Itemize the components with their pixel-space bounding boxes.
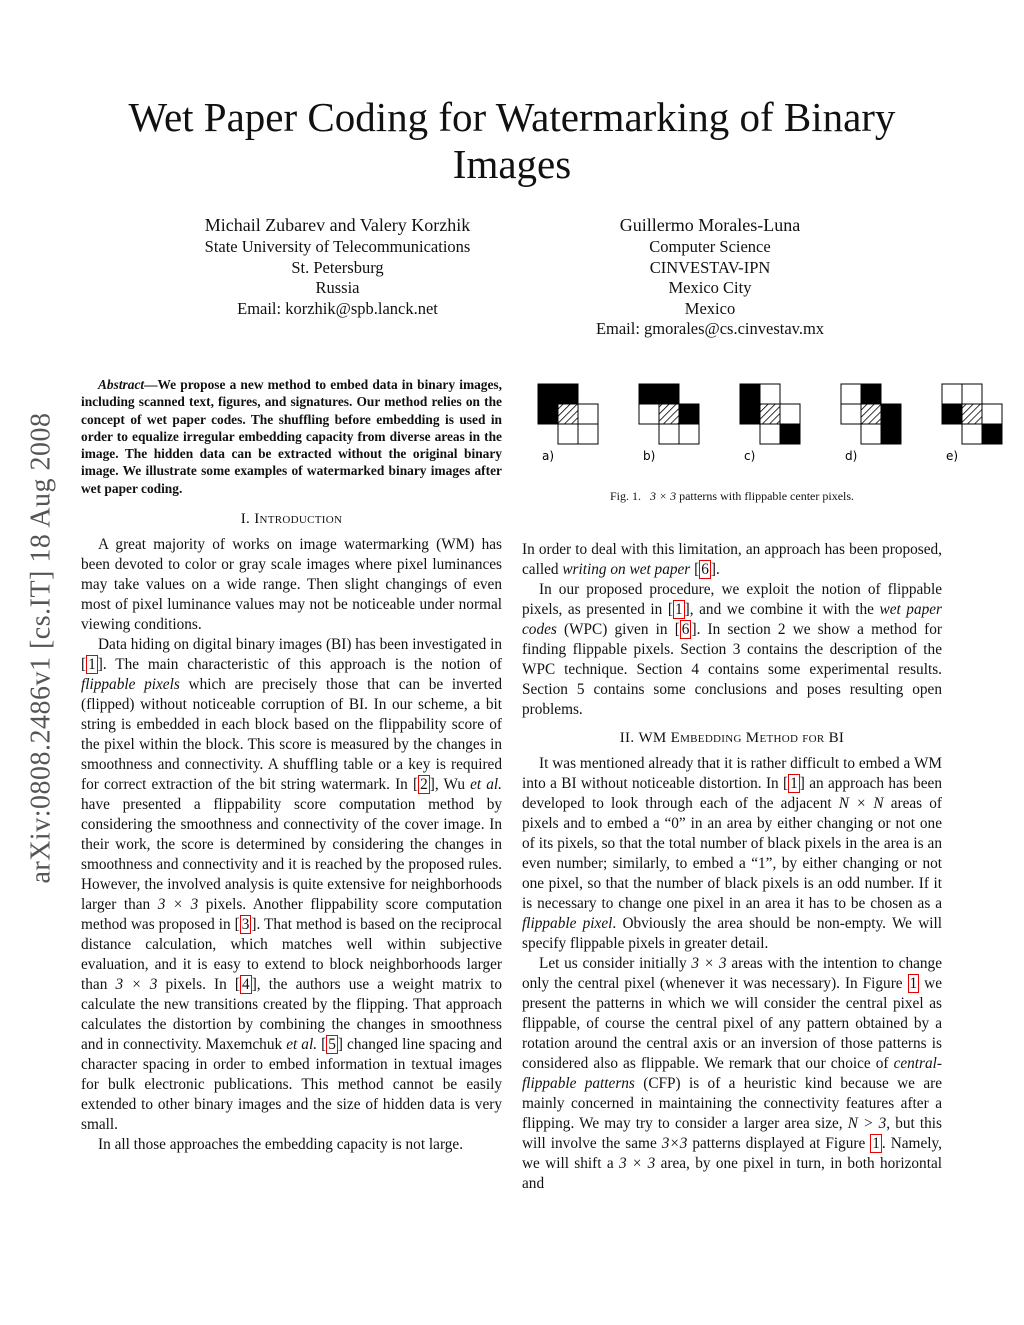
black-cell bbox=[538, 404, 558, 424]
left-column bbox=[81, 376, 502, 1155]
paragraph: In order to deal with this limitation, an approach has been proposed, called writing on wet paper [ 6 ]. bbox=[522, 541, 942, 578]
paragraph: It was mentioned already that it is rather difficult to embed a WM into a BI without noticeable distortion. In [ 1 ] an approach has been developed to look through each of the adjacent N × N areas of pixels and to embed a “0” in an area by either changing or not one of its pixels, so that the total number of black pixels in the area is an even number; similarly, to embed a “1”, by either changing or not one pixel, so that the number of black pixels is an odd number. If it is necessary to change one pixel in an area it has to be chosen as a flippable pixel. Obviously the area should be non-empty. We will specify flippable pixels in greater detail. bbox=[522, 755, 942, 952]
math-expression: 3 × 3 bbox=[115, 976, 158, 994]
paper-title: Wet Paper Coding for Watermarking of Binary Images bbox=[128, 94, 896, 187]
affiliation-line: Mexico bbox=[684, 298, 736, 318]
citation-link[interactable]: 4 bbox=[242, 976, 250, 994]
paragraph: In all those approaches the embedding capacity is not large. bbox=[98, 1136, 464, 1154]
white-cell bbox=[861, 424, 881, 444]
white-cell bbox=[982, 404, 1002, 424]
black-cell bbox=[558, 384, 578, 404]
paragraph: In our proposed procedure, we exploit the notion of flippable pixels, as presented in [ 1 ], and we combine it with the wet paper codes (WPC) given in [ 6 ]. In section 2 we show a method for finding flippable pixels. Section 3 contains the description of the WPC technique. Section 4 contains some experimental results. Section 5 contains some conclusions and poses resulting open problems. bbox=[522, 581, 942, 718]
citation-link[interactable]: 1 bbox=[790, 775, 798, 792]
caption-label: Fig. 1. bbox=[609, 489, 641, 503]
white-cell bbox=[639, 404, 659, 424]
white-cell bbox=[942, 384, 962, 404]
citation-link[interactable]: 1 bbox=[872, 1135, 880, 1152]
white-cell bbox=[760, 384, 780, 404]
panel-label: e) bbox=[946, 449, 959, 463]
black-cell bbox=[861, 384, 881, 404]
abstract-label: Abstract bbox=[98, 377, 145, 392]
white-cell bbox=[780, 404, 800, 424]
black-cell bbox=[538, 384, 558, 404]
black-cell bbox=[740, 384, 760, 404]
white-cell bbox=[841, 404, 861, 424]
paragraph: Data hiding on digital binary images (BI) has been investigated in [ 1 ]. The main characteristic of this approach is the notion of flippable pixels which are precisely those that can be inverted (flipped) without noticeable corruption of BI. In our scheme, a bit string is embedded in each block based on the flippability score of the pixel within the block. This score is measured by the changes in smoothness and connectivity. A shuffling table or a key is required for correct extraction of the bit string watermark. In [ 2 ], Wu et al. have presented a flippability score computation method by considering the smoothness and connectivity of the cover image. In their work, the score is determined by considering the changes in smoothness and connectivity and it is reached by the proposed rules. However, the involved analysis is quite extensive for neighborhoods larger than 3 × 3 pixels. Another flippability score computation method was proposed in [ 3 ]. That method is based on the reciprocal distance calculation, which matches well within subjective evaluation, and it is easy to extend to block neighborhoods larger than 3 × 3 pixels. In [ 4 ], the authors use a weight matrix to calculate the new transitions created by the flipping. That approach calculates the distortion by combining the changes in smoothness and in connectivity. Maxemchuk et al. [ 5 ] changed line spacing and character spacing in order to embed information in textual images for bulk electronic publications. This method cannot be easily extended to other binary images and the size of hidden data is very small. bbox=[81, 636, 503, 1134]
affiliation-line: State University of Telecommunications bbox=[204, 237, 471, 256]
panel-labels bbox=[542, 449, 958, 463]
citation-link[interactable]: 1 bbox=[674, 601, 683, 618]
affiliation-line: CINVESTAV-IPN bbox=[649, 257, 771, 277]
affiliation-line: Mexico City bbox=[668, 278, 752, 298]
author-name: Guillermo Morales-Luna bbox=[619, 215, 801, 235]
white-cell bbox=[578, 424, 598, 444]
white-cell bbox=[841, 384, 861, 404]
math-expression: 3 × 3 bbox=[691, 955, 727, 972]
section-number: II. bbox=[619, 730, 635, 746]
math-expression: 3 × 3 bbox=[649, 489, 677, 503]
flippable-center-cell bbox=[760, 404, 780, 424]
citation-link[interactable]: 1 bbox=[88, 656, 96, 674]
black-cell bbox=[881, 424, 901, 444]
author-block-2 bbox=[560, 213, 860, 340]
paragraph: A great majority of works on image watermarking (WM) has been devoted to color or gray scale images where pixel luminances may take values on a wide range. Then slight changings of even most of pixel luminance values may not be noticeable under normal viewing conditions. bbox=[81, 536, 502, 634]
black-cell bbox=[942, 404, 962, 424]
white-cell bbox=[962, 384, 982, 404]
flippable-center-cell bbox=[558, 404, 578, 424]
affiliation-line: Russia bbox=[315, 278, 360, 298]
white-cell bbox=[659, 424, 679, 444]
abstract bbox=[81, 376, 502, 497]
author-name: Michail Zubarev and Valery Korzhik bbox=[204, 215, 471, 235]
math-expression: 3×3 bbox=[661, 1135, 688, 1152]
flippable-center-cell bbox=[861, 404, 881, 424]
black-cell bbox=[740, 404, 760, 424]
arxiv-id-text: arXiv:0808.2486v1 [cs.IT] 18 Aug 2008 bbox=[26, 412, 58, 884]
citation-link[interactable]: 5 bbox=[328, 1036, 336, 1054]
caption-text: patterns with flippable center pixels. bbox=[679, 489, 855, 503]
section-1-heading bbox=[81, 509, 502, 529]
author-block-1 bbox=[170, 213, 505, 319]
math-expression: N > 3 bbox=[847, 1115, 887, 1132]
section-title: Introduction bbox=[254, 511, 343, 528]
section-title: WM Embedding Method for BI bbox=[638, 730, 845, 746]
math-expression: 3 × 3 bbox=[157, 896, 199, 914]
flippable-center-cell bbox=[659, 404, 679, 424]
flippable-center-cell bbox=[962, 404, 982, 424]
panel-label: a) bbox=[542, 449, 555, 463]
abstract-text: —We propose a new method to embed data in binary images, including scanned text, figures, and signatures. Our method relies on the concept of wet paper codes. The shuffling before embedding is used in order to equalize irregular embedding capacity from diverse areas in the image. The hidden data can be extracted without the original binary image. We illustrate some examples of watermarked binary images after wet paper coding. bbox=[81, 377, 502, 496]
white-cell bbox=[578, 404, 598, 424]
black-cell bbox=[780, 424, 800, 444]
math-expression: 3 × 3 bbox=[618, 1155, 656, 1172]
white-cell bbox=[760, 424, 780, 444]
section-2-heading bbox=[522, 728, 942, 748]
black-cell bbox=[881, 404, 901, 424]
figure-1-caption bbox=[522, 488, 942, 504]
black-cell bbox=[679, 404, 699, 424]
white-cell bbox=[558, 424, 578, 444]
arxiv-side-identifier bbox=[20, 368, 64, 928]
affiliation-line: St. Petersburg bbox=[291, 257, 384, 277]
citation-link[interactable]: 2 bbox=[420, 776, 428, 794]
citation-link[interactable]: 6 bbox=[701, 561, 709, 578]
white-cell bbox=[962, 424, 982, 444]
right-column bbox=[522, 540, 942, 1194]
black-cell bbox=[982, 424, 1002, 444]
black-cell bbox=[639, 384, 659, 404]
white-cell bbox=[679, 424, 699, 444]
citation-link[interactable]: 6 bbox=[681, 621, 690, 638]
section-number: I. bbox=[240, 511, 251, 528]
affiliation-line: Computer Science bbox=[649, 237, 771, 256]
citation-link[interactable]: 1 bbox=[909, 975, 918, 992]
author-email: Email: gmorales@cs.cinvestav.mx bbox=[595, 319, 825, 339]
panel-label: b) bbox=[643, 449, 656, 463]
pattern-grids bbox=[538, 384, 1002, 444]
paragraph: Let us consider initially 3 × 3 areas with the intention to change only the central pixel (whenever it was necessary). In Figure 1 we present the patterns in which we will consider the central pixel as flippable, of course the central pixel of any pattern obtained by a rotation around the central axis or an inversion of those patterns is considered also as flippable. We remark that our choice of central-flippable patterns (CFP) is of a heuristic kind because we are mainly concerned in maintaining the connectivity features after a flipping. We may try to consider a larger area size, N > 3, but this will involve the same 3×3 patterns displayed at Figure 1 . Namely, we will shift a 3 × 3 area, by one pixel in turn, in both horizontal and bbox=[522, 955, 943, 1192]
black-cell bbox=[659, 384, 679, 404]
panel-label: c) bbox=[744, 449, 756, 463]
citation-link[interactable]: 3 bbox=[241, 916, 250, 934]
math-expression: N × N bbox=[838, 795, 884, 812]
panel-label: d) bbox=[845, 449, 858, 463]
author-email: Email: korzhik@spb.lanck.net bbox=[237, 298, 438, 318]
